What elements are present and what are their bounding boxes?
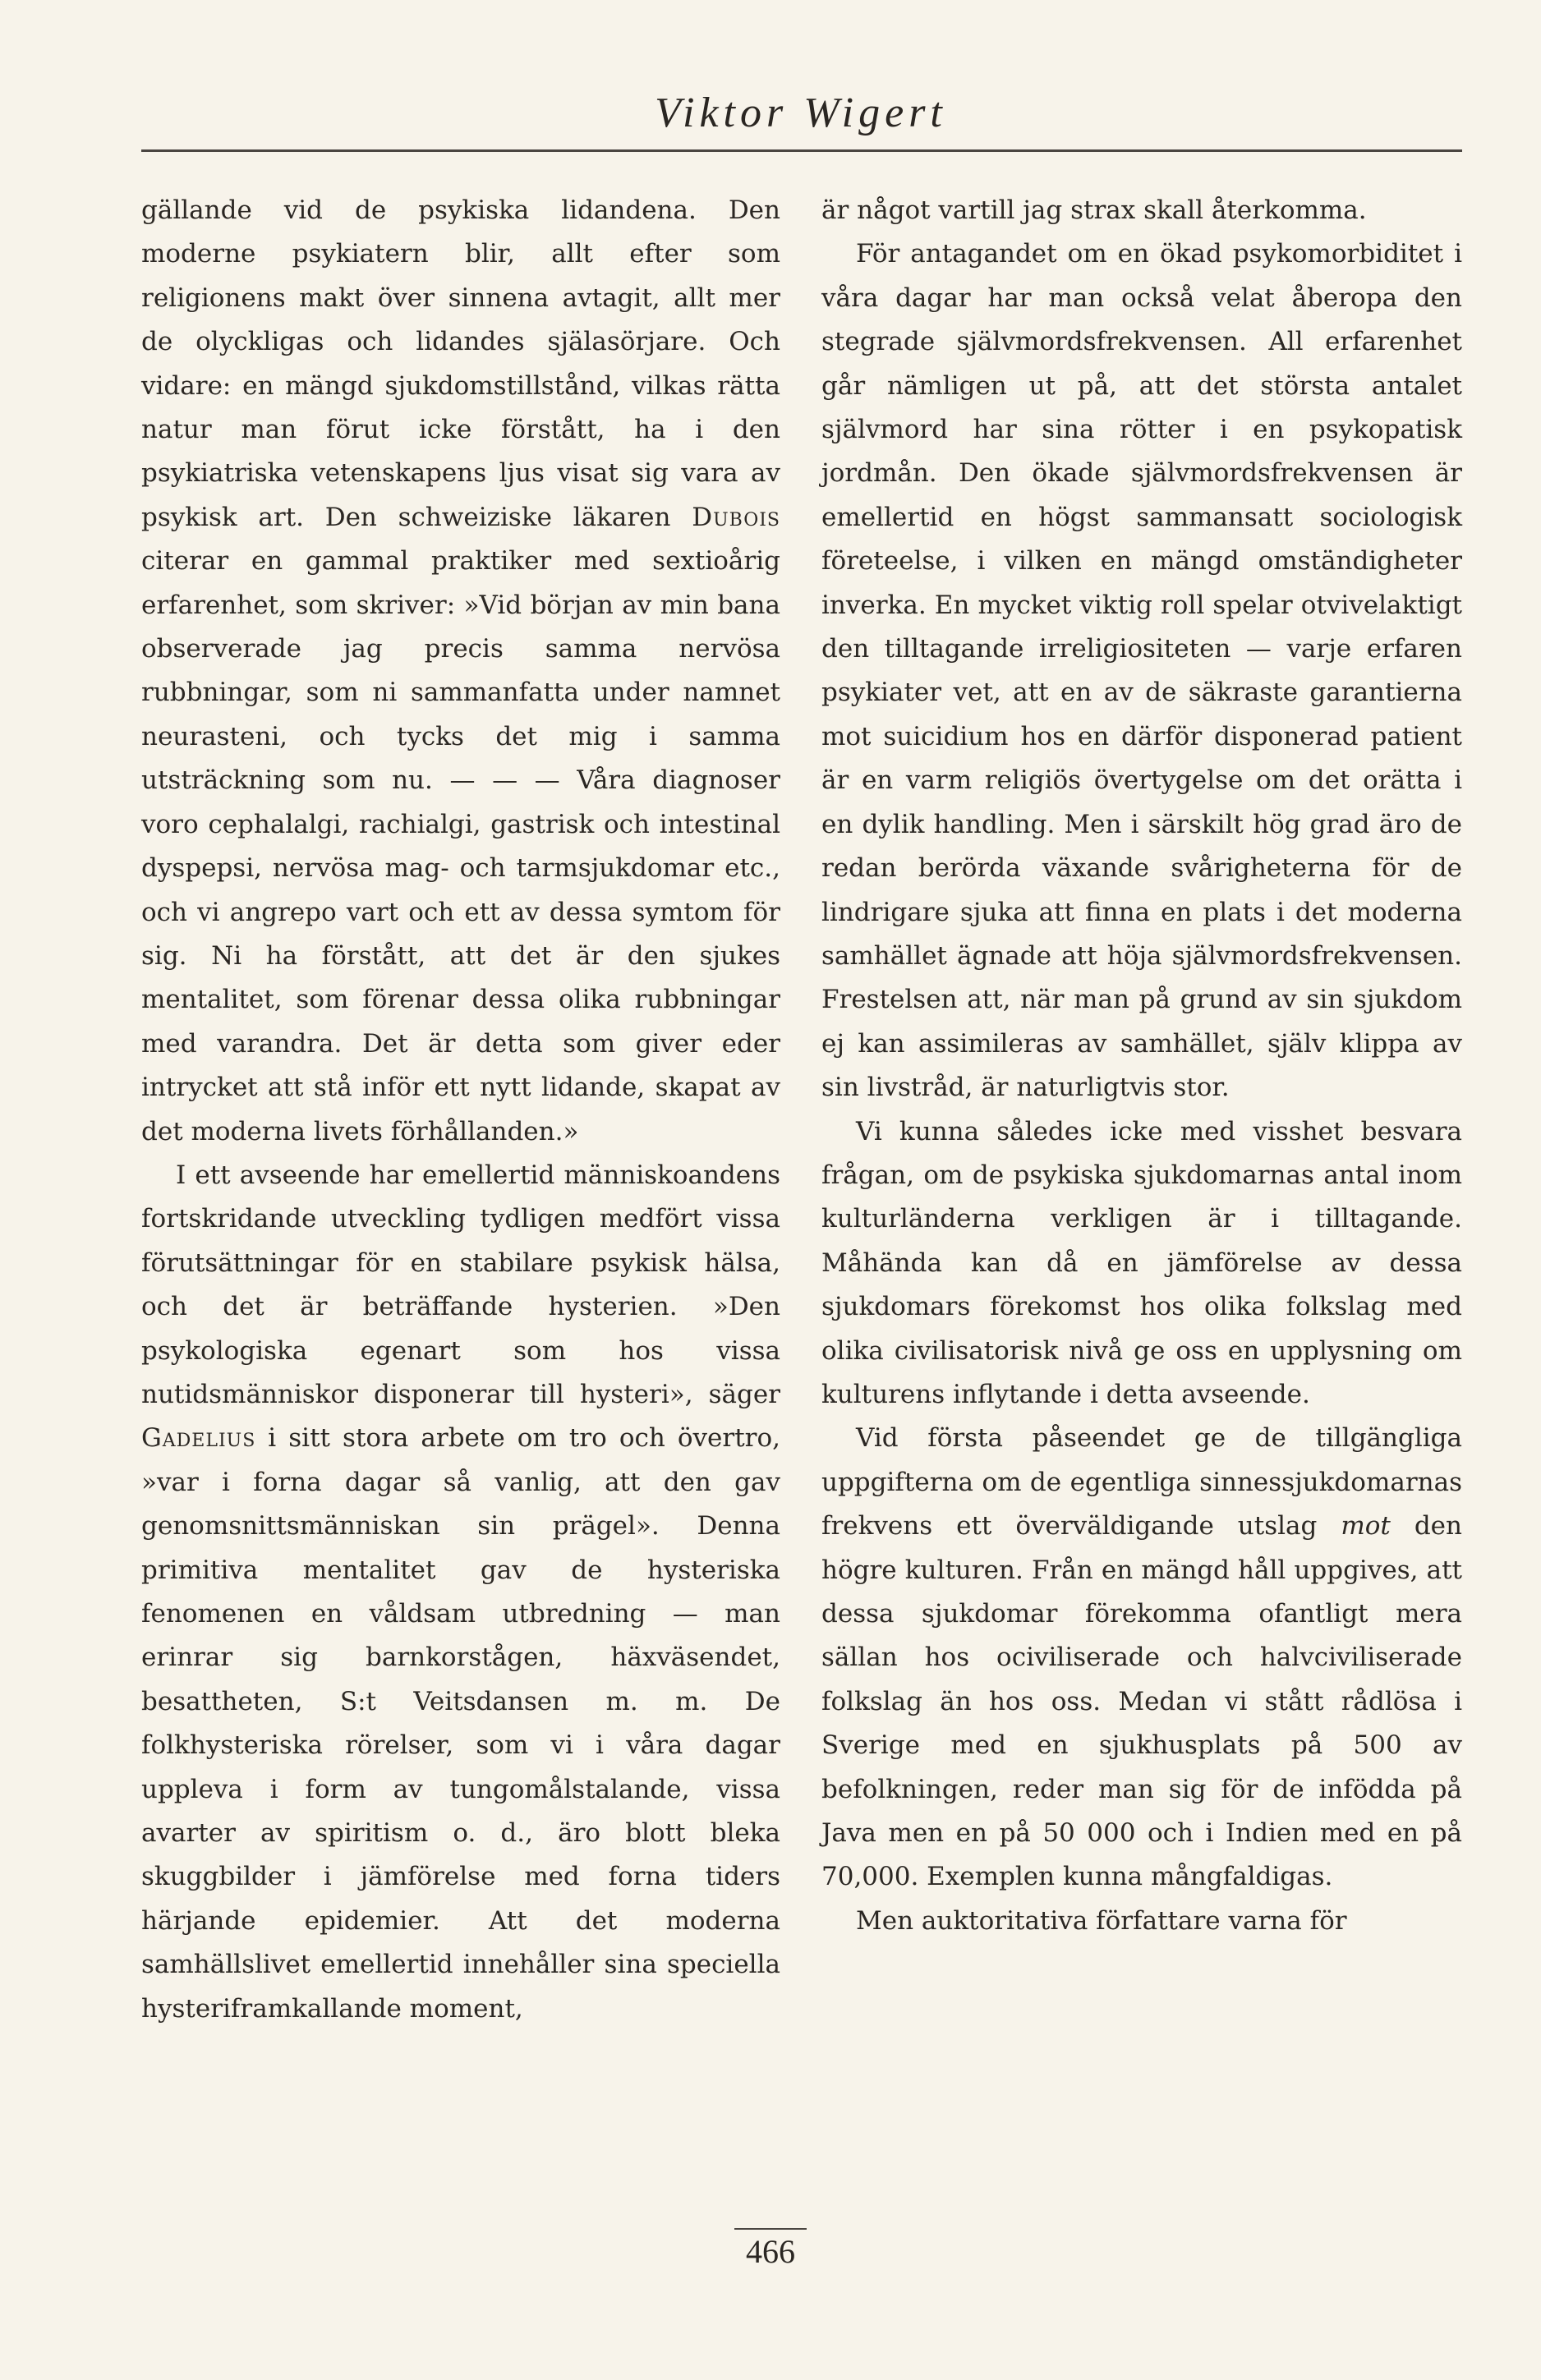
left-paragraph-1: [141, 189, 780, 1154]
page-number-text: 466: [734, 2228, 807, 2270]
running-header: Viktor Wigert: [655, 90, 947, 136]
left-p2-rest: i sitt stora arbete om tro och övertro, »var i forna dagar så vanlig, att den gav genomsnittsmänniskan sin prägel». Denna primitiva mentalitet gav de hysteriska fenomenen en våldsam utbredning — man erinrar sig barnkorstågen, häxväsendet, besattheten, S:t Veitsdansen m. m. De folkhysteriska rörelser, som vi i våra dagar uppleva i form av tungomålstalande, vissa avarter av spiritism o. d., äro blott bleka skuggbilder i jämförelse med forna tiders härjande epidemier. Att det moderna samhällslivet emellertid innehåller sina speciella hysteriframkallande moment,: [141, 1423, 780, 2024]
right-paragraph-1: är något vartill jag strax skall återkomma.: [821, 195, 1367, 225]
left-p2-text: I ett avseende har emellertid människoandens fortskridande utveckling tydligen medfört vissa förutsättningar för en stabilare psykisk hälsa, och det är beträffande hysterien. »Den psykologiska egenart som hos vissa nutidsmänniskor disponerar till hysteri», säger: [141, 1160, 780, 1409]
left-p1-rest: citerar en gammal praktiker med sextioårig erfarenhet, som skriver: »Vid början av min bana observerade jag precis samma nervösa rubbningar, som ni sammanfatta under namnet neurasteni, och tycks det mig i samma utsträckning som nu. — — — Våra diagnoser voro cephalalgi, rachialgi, gastrisk och intestinal dyspepsi, nervösa mag- och tarmsjukdomar etc., och vi angrepo vart och ett av dessa symtom för sig. Ni ha förstått, att det är den sjukes mentalitet, som förenar dessa olika rubbningar med varandra. Det är detta som giver eder intrycket att stå inför ett nytt lidande, skapat av det moderna livets förhållanden.»: [141, 546, 780, 1146]
right-column: [821, 189, 1462, 1943]
left-paragraph-2: [141, 1154, 780, 2031]
author-name-gadelius: Gadelius: [141, 1423, 256, 1454]
header-rule: [141, 149, 1462, 152]
author-name-dubois: Dubois: [692, 502, 780, 532]
right-paragraph-4: [821, 1417, 1462, 1899]
right-paragraph-5: Men auktoritativa författare varna för: [856, 1905, 1347, 1936]
left-p1-text: gällande vid de psykiska lidandena. Den moderne psykiatern blir, allt efter som religionens makt över sinnena avtagit, allt mer de olyckligas och lidandes själasörjare. Och vidare: en mängd sjukdomstillstånd, vilkas rätta natur man förut icke förstått, ha i den psykiatriska vetenskapens ljus visat sig vara av psykisk art. Den schweiziske läkaren: [141, 195, 780, 532]
right-paragraph-3: Vi kunna således icke med visshet besvara frågan, om de psykiska sjukdomarnas antal inom kulturländerna verkligen är i tilltagande. Måhända kan då en jämförelse av dessa sjukdomars förekomst hos olika folkslag med olika civilisatorisk nivå ge oss en upplysning om kulturens inflytande i detta avseende.: [821, 1116, 1462, 1409]
page-number: [0, 2232, 1541, 2271]
right-p4-text-a: Vid första påseendet ge de tillgängliga uppgifterna om de egentliga sinnessjukdomarnas frekvens ett överväldigande utslag: [821, 1423, 1462, 1541]
right-p4-text-b: den högre kulturen. Från en mängd håll uppgives, att dessa sjukdomar förekomma ofantligt mera sällan hos ociviliserade och halvciviliserade folkslag än hos oss. Medan vi stått rådlösa i Sverige med en sjukhusplats på 500 av befolkningen, reder man sig för de infödda på Java men en på 50 000 och i Indien med en på 70,000. Exemplen kunna mångfaldigas.: [821, 1511, 1462, 1892]
emphasis-mot: mot: [1341, 1511, 1391, 1541]
right-paragraph-2: För antagandet om en ökad psykomorbiditet i våra dagar har man också velat åberopa den stegrade självmordsfrekvensen. All erfarenhet går nämligen ut på, att det största antalet självmord har sina rötter i en psykopatisk jordmån. Den ökade självmordsfrekvensen är emellertid en högst sammansatt sociologisk företeelse, i vilken en mängd omständigheter inverka. En mycket viktig roll spelar otvivelaktigt den tilltagande irreligiositeten — varje erfaren psykiater vet, att en av de säkraste garantierna mot suicidium hos en därför disponerad patient är en varm religiös övertygelse om det orätta i en dylik handling. Men i särskilt hög grad äro de redan berörda växande svårigheterna för de lindrigare sjuka att finna en plats i det moderna samhället ägnade att höja självmordsfrekvensen. Frestelsen att, när man på grund av sin sjukdom ej kan assimileras av samhället, själv klippa av sin livstråd, är naturligtvis stor.: [821, 239, 1462, 1103]
left-column: [141, 189, 780, 2031]
